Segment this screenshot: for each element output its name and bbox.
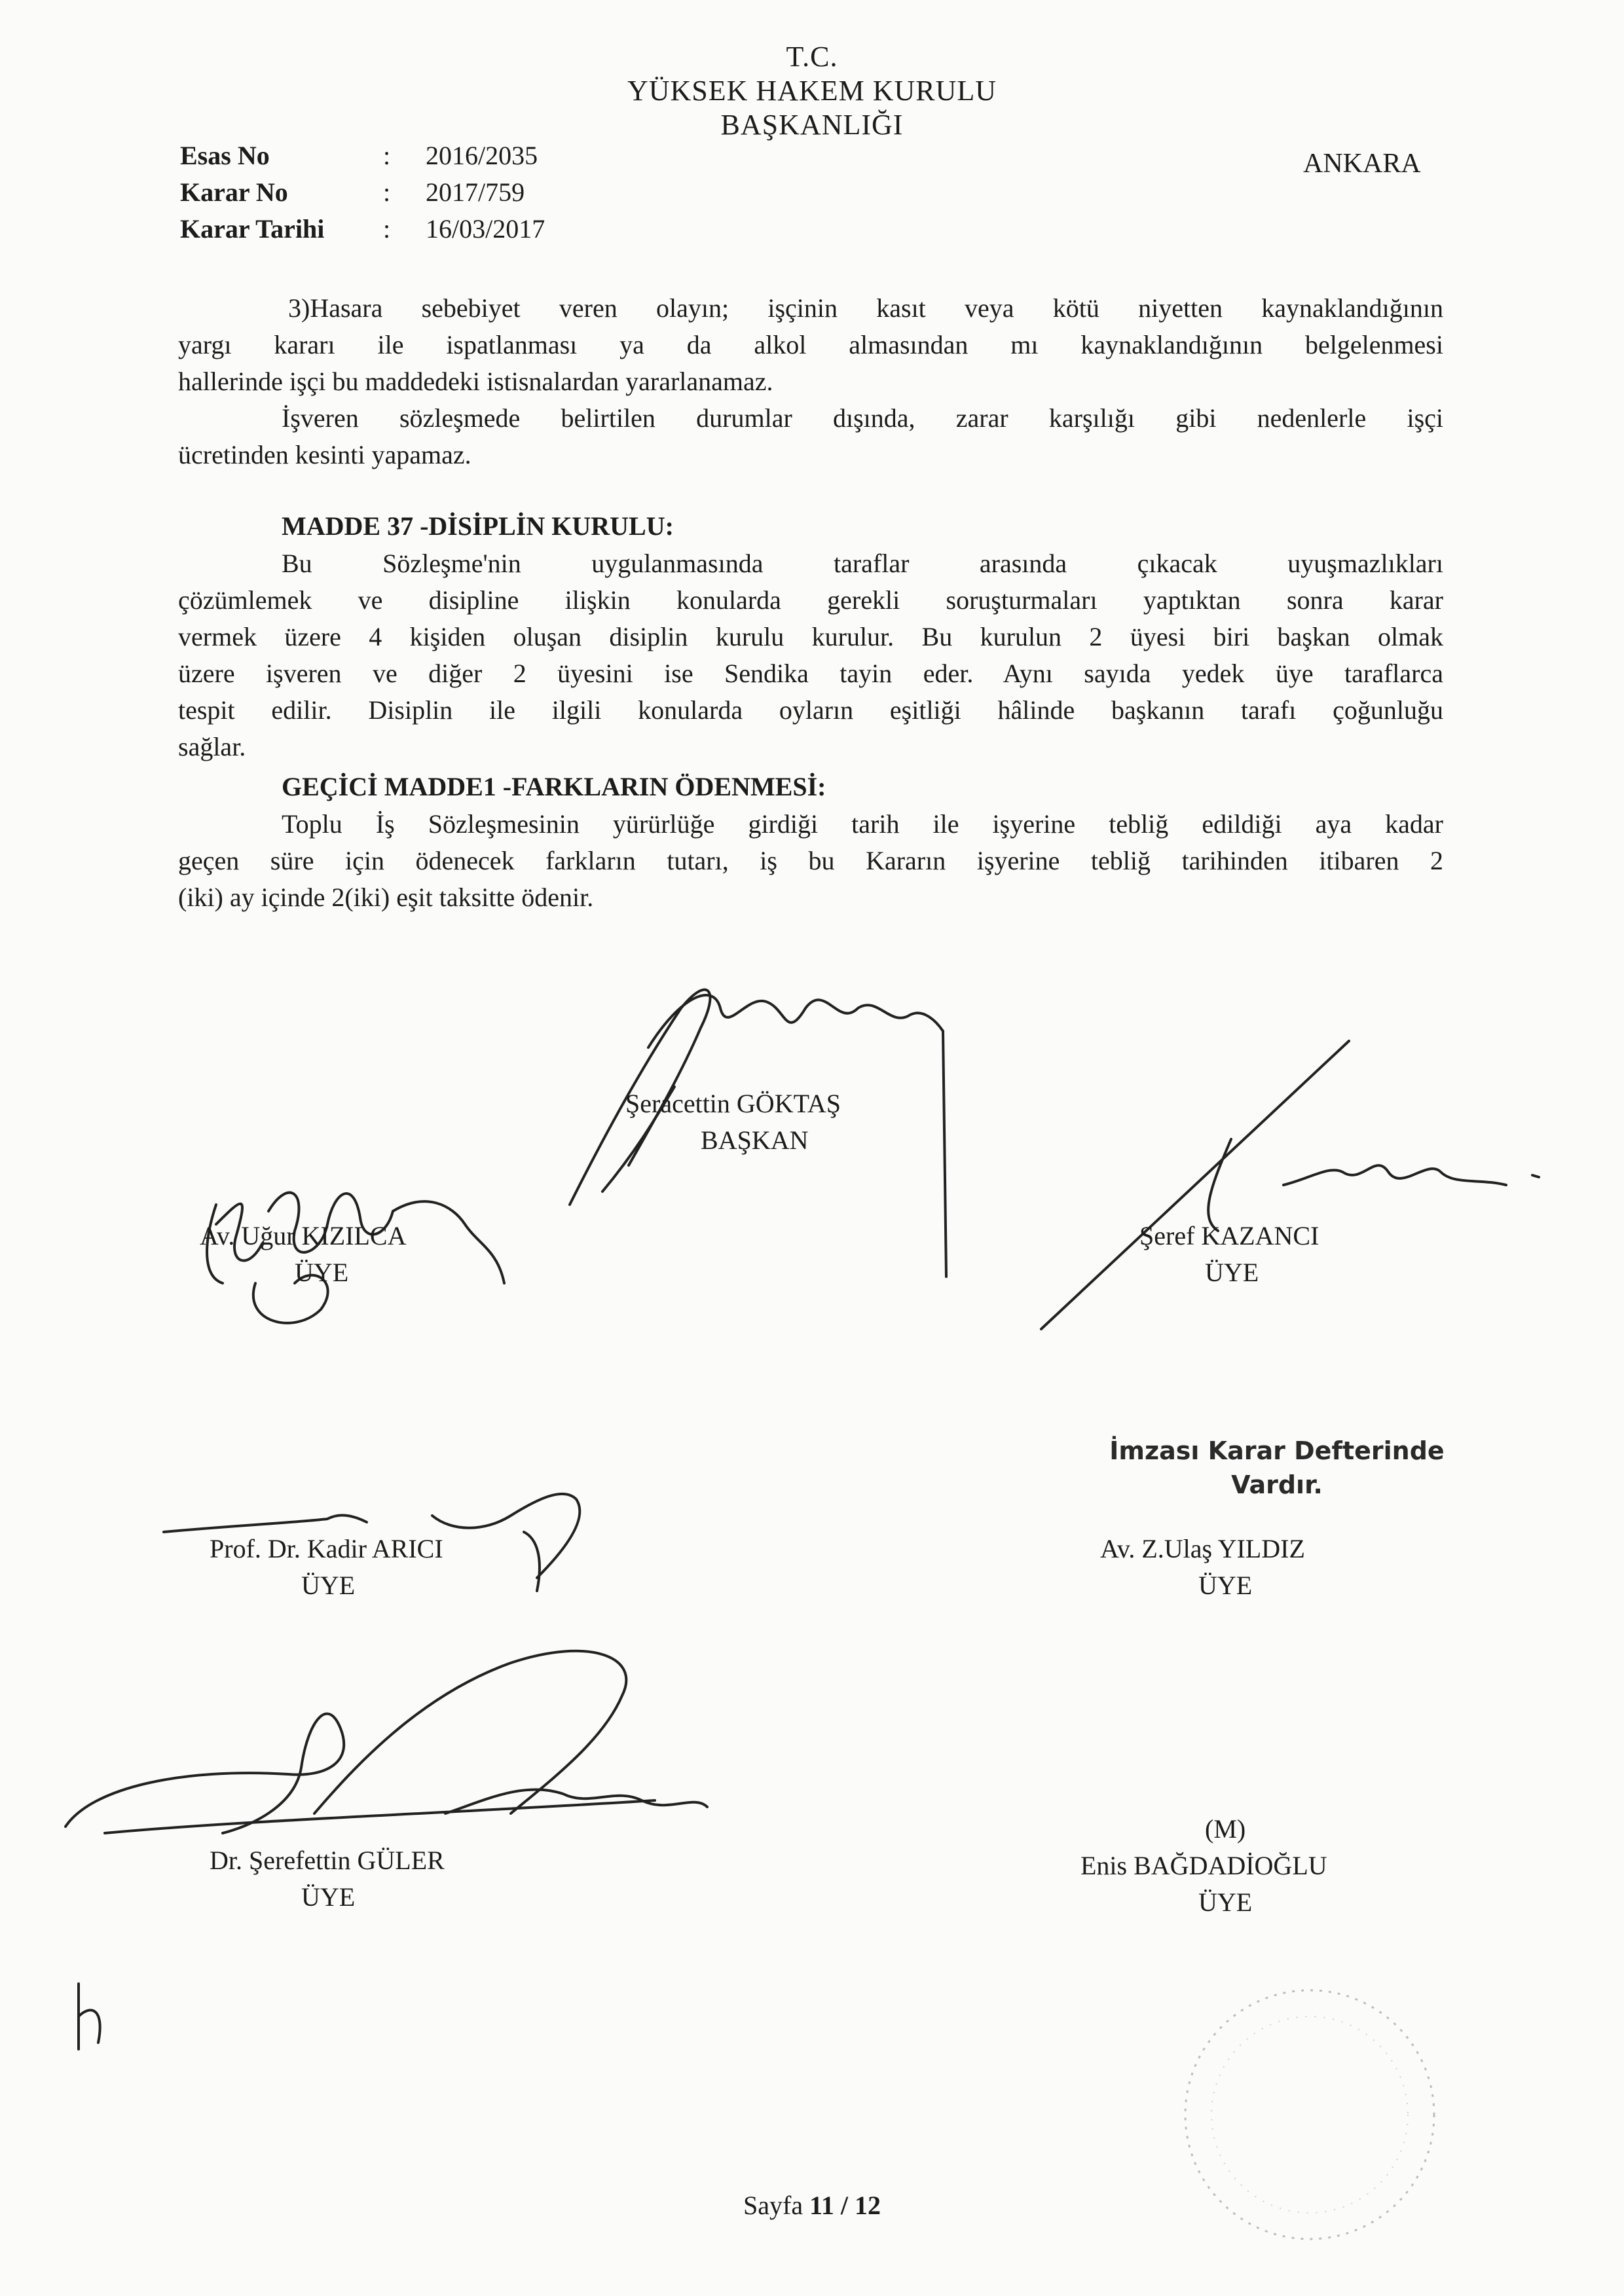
text-line: geçen süre için ödenecek farkların tutarı, iş bu Kararın işyerine tebliğ tarihinden itibaren 2 xyxy=(178,846,1443,875)
signature-on-file-stamp xyxy=(1107,1434,1447,1502)
signatory-name: Şeref KAZANCI xyxy=(1139,1221,1320,1250)
text-line: Bu Sözleşme'nin uygulanmasında taraflar arasında çıkacak uyuşmazlıkları xyxy=(282,549,1443,578)
temporary-article-heading: GEÇİCİ MADDE1 -FARKLARIN ÖDENMESİ: xyxy=(282,772,826,801)
text-line: (iki) ay içinde 2(iki) eşit taksitte ödenir. xyxy=(178,883,594,912)
header-office: BAŞKANLIĞI xyxy=(720,109,904,141)
text-line: 3)Hasara sebebiyet veren olayın; işçinin kasıt veya kötü niyetten kaynaklandığının xyxy=(288,293,1443,323)
page-number xyxy=(0,2190,1624,2221)
signatory-role: ÜYE xyxy=(301,1882,356,1912)
text-line: vermek üzere 4 kişiden oluşan disiplin kurulu kurulur. Bu kurulun 2 üyesi biri başkan olmak xyxy=(178,622,1443,651)
header-city: ANKARA xyxy=(1303,149,1421,179)
article-37-heading: MADDE 37 -DİSİPLİN KURULU: xyxy=(282,511,674,541)
text-line: Toplu İş Sözleşmesinin yürürlüğe girdiği tarih ile işyerine tebliğ edildiği aya kadar xyxy=(282,809,1443,839)
signatory-name: Şeracettin GÖKTAŞ xyxy=(625,1089,841,1118)
text-line: tespit edilir. Disiplin ile ilgili konularda oyların eşitliği hâlinde başkanın tarafı çoğunluğu xyxy=(178,695,1443,725)
text-line: yargı kararı ile ispatlanması ya da alkol almasından mı kaynaklandığının belgelenmesi xyxy=(178,330,1443,359)
header-country: T.C. xyxy=(786,41,838,73)
signatory-role: BAŞKAN xyxy=(701,1125,809,1155)
signature-kazanci-icon xyxy=(1035,1034,1559,1349)
signatory-name: Prof. Dr. Kadir ARICI xyxy=(210,1534,443,1563)
signatory-role: ÜYE xyxy=(1198,1571,1253,1600)
signatory-role: ÜYE xyxy=(301,1571,356,1600)
meta-value: 2017/759 xyxy=(426,177,525,207)
page-total: 12 xyxy=(855,2191,881,2220)
signatory-mark: (M) xyxy=(1205,1814,1246,1844)
text-line: İşveren sözleşmede belirtilen durumlar dışında, zarar karşılığı gibi nedenlerle işçi xyxy=(282,403,1443,433)
signatory-role: ÜYE xyxy=(295,1258,349,1287)
page-separator: / xyxy=(834,2191,855,2220)
text-line: sağlar. xyxy=(178,732,246,761)
signatory-role: ÜYE xyxy=(1205,1258,1259,1287)
meta-label: Karar Tarihi xyxy=(180,214,325,244)
text-line: üzere işveren ve diğer 2 üyesini ise Sendika tayin eder. Aynı sayıda yedek üye taraflarca xyxy=(178,659,1443,688)
text-line: çözümlemek ve disipline ilişkin konularda gerekli soruşturmaları yaptıktan sonra karar xyxy=(178,585,1443,615)
signatory-name: Dr. Şerefettin GÜLER xyxy=(210,1846,445,1875)
meta-colon: : xyxy=(383,214,391,244)
signatory-role: ÜYE xyxy=(1198,1887,1253,1917)
text-line: ücretinden kesinti yapamaz. xyxy=(178,440,471,469)
page-prefix: Sayfa xyxy=(743,2191,810,2220)
page-current: 11 xyxy=(809,2191,834,2220)
text-line: hallerinde işçi bu maddedeki istisnalardan yararlanamaz. xyxy=(178,367,773,396)
meta-colon: : xyxy=(383,141,391,170)
stamp-line: Vardır. xyxy=(1231,1470,1323,1499)
meta-value: 2016/2035 xyxy=(426,141,538,170)
signatory-name: Av. Uğur KIZILCA xyxy=(200,1221,407,1250)
signatory-name: Enis BAĞDADİOĞLU xyxy=(1080,1851,1327,1880)
signature-guler-icon xyxy=(52,1617,740,1984)
meta-label: Karar No xyxy=(180,177,288,207)
meta-colon: : xyxy=(383,177,391,207)
signatory-name: Av. Z.Ulaş YILDIZ xyxy=(1100,1534,1305,1563)
meta-label: Esas No xyxy=(180,141,270,170)
stamp-line: İmzası Karar Defterinde xyxy=(1109,1436,1445,1465)
meta-value: 16/03/2017 xyxy=(426,214,545,244)
header-institution: YÜKSEK HAKEM KURULU xyxy=(627,75,997,107)
